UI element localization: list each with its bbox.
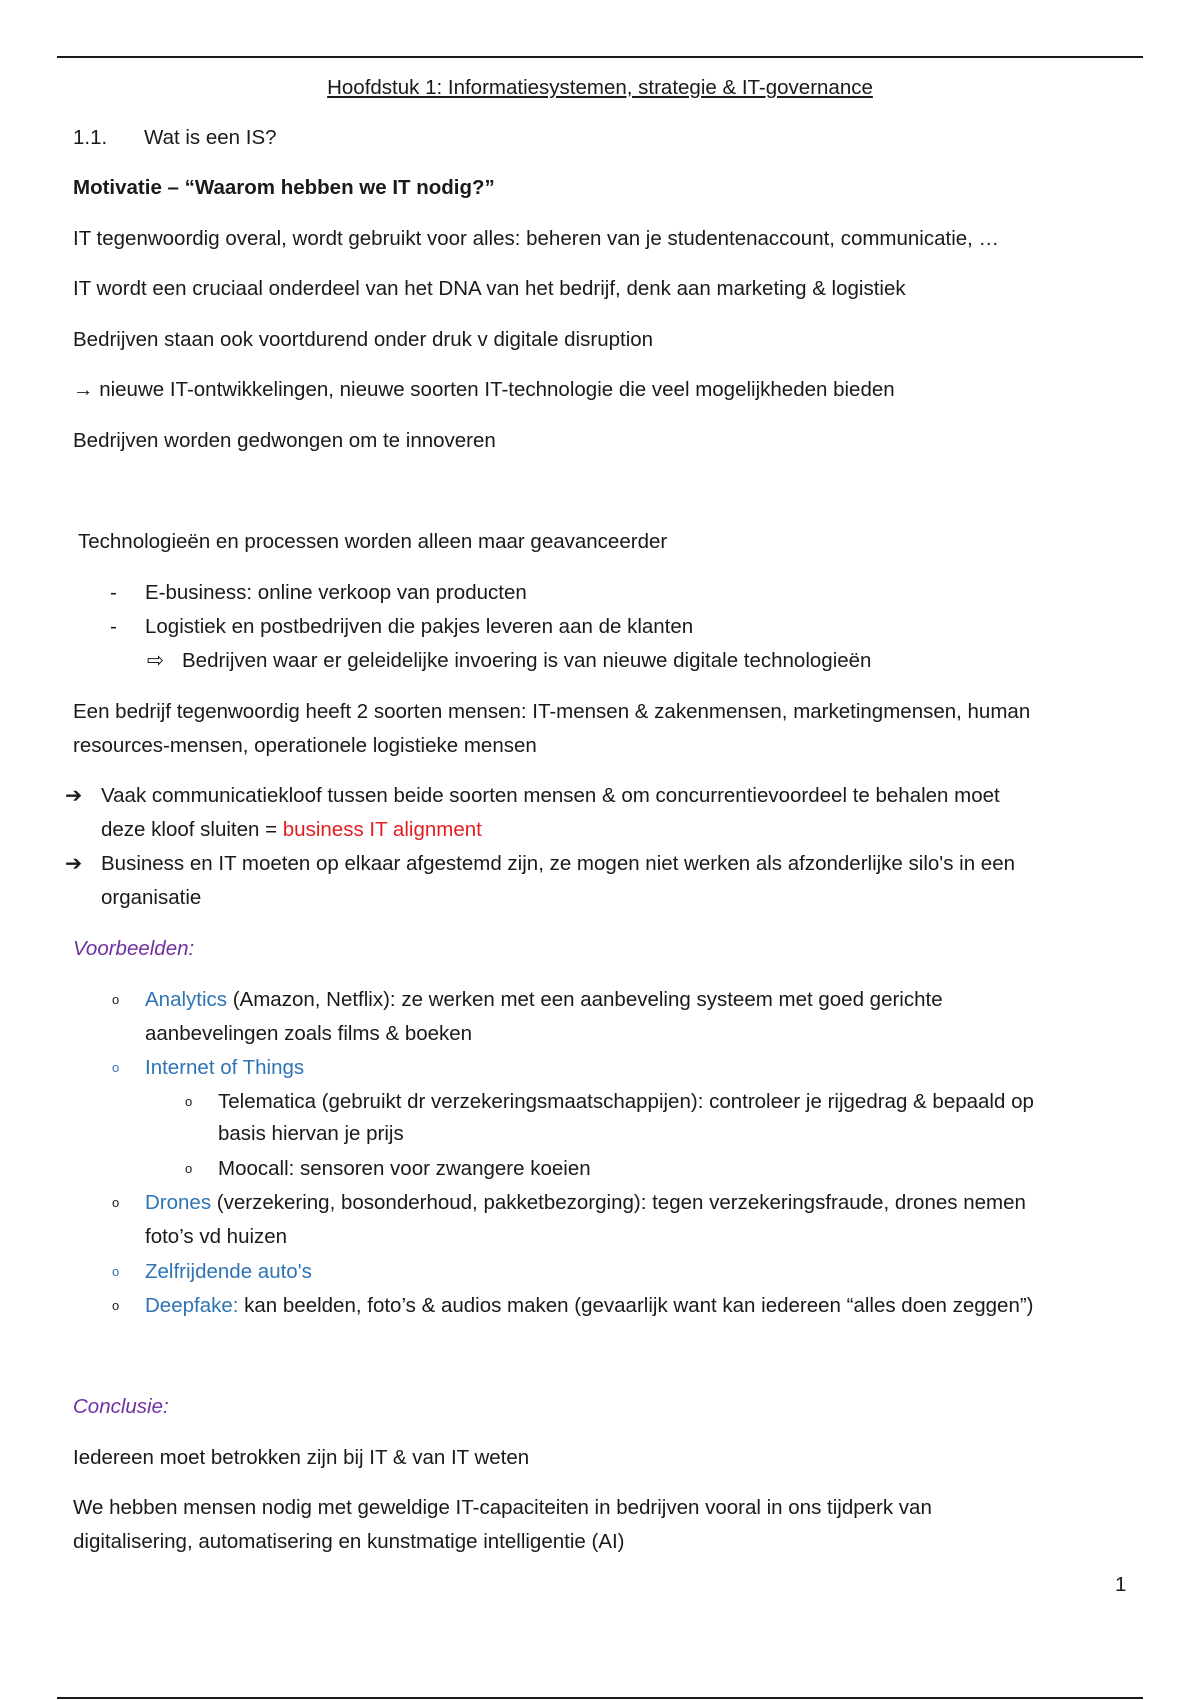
paragraph: Bedrijven worden gedwongen om te innoveren <box>73 429 496 452</box>
example-subitem: Telematica (gebruikt dr verzekeringsmaatschappijen): controleer je rijgedrag & bepaald op <box>218 1090 1034 1113</box>
paragraph: Iedereen moet betrokken zijn bij IT & van IT weten <box>73 1446 530 1469</box>
dash-bullet-icon: - <box>110 615 117 638</box>
example-item <box>145 1293 1034 1319</box>
examples-heading: Voorbeelden: <box>73 937 195 960</box>
page-number: 1 <box>1115 1573 1127 1596</box>
paragraph: Een bedrijf tegenwoordig heeft 2 soorten mensen: IT-mensen & zakenmensen, marketingmensen, human <box>73 700 1031 723</box>
list-subitem: Bedrijven waar er geleidelijke invoering is van nieuwe digitale technologieën <box>182 649 872 672</box>
circle-bullet-icon: o <box>112 1298 120 1313</box>
top-rule <box>57 56 1143 58</box>
arrow-item-text: deze kloof sluiten = <box>101 818 283 841</box>
bold-arrow-icon: ➔ <box>65 852 83 875</box>
example-term: Analytics <box>145 988 228 1011</box>
example-term: Deepfake: <box>145 1294 239 1317</box>
example-term: Internet of Things <box>145 1056 305 1079</box>
hollow-arrow-icon: ⇨ <box>147 649 165 672</box>
dash-bullet-icon: - <box>110 581 117 604</box>
circle-bullet-icon: o <box>112 1264 120 1279</box>
paragraph: Bedrijven staan ook voortdurend onder druk v digitale disruption <box>73 328 654 351</box>
arrow-line-text: nieuwe IT-ontwikkelingen, nieuwe soorten IT-technologie die veel mogelijkheden bieden <box>99 378 895 401</box>
example-subitem: basis hiervan je prijs <box>218 1122 404 1145</box>
example-text: (Amazon, Netflix): ze werken met een aanbeveling systeem met goed gerichte <box>227 988 943 1011</box>
circle-bullet-icon: o <box>112 992 120 1007</box>
motivation-heading: Motivatie – “Waarom hebben we IT nodig?” <box>73 176 495 199</box>
example-text: (verzekering, bosonderhoud, pakketbezorging): tegen verzekeringsfraude, drones nemen <box>211 1191 1026 1214</box>
example-subitem: Moocall: sensoren voor zwangere koeien <box>218 1157 591 1180</box>
circle-bullet-icon: o <box>112 1060 120 1075</box>
paragraph: We hebben mensen nodig met geweldige IT-capaciteiten in bedrijven vooral in ons tijdperk van <box>73 1496 932 1519</box>
conclusion-heading: Conclusie: <box>73 1395 169 1418</box>
example-text: foto’s vd huizen <box>145 1225 288 1248</box>
list-item: Logistiek en postbedrijven die pakjes leveren aan de klanten <box>145 615 694 638</box>
arrow-line <box>73 377 895 403</box>
arrow-item-line: Business en IT moeten op elkaar afgestemd zijn, ze mogen niet werken als afzonderlijke silo's in een <box>101 852 1016 875</box>
list-item: E-business: online verkoop van producten <box>145 581 527 604</box>
page-title: Hoofdstuk 1: Informatiesystemen, strategie & IT-governance <box>327 76 873 99</box>
example-text: kan beelden, foto’s & audios maken (gevaarlijk want kan iedereen “alles doen zeggen”) <box>238 1294 1034 1317</box>
section-number: 1.1. <box>73 126 108 149</box>
arrow-item-line: Vaak communicatiekloof tussen beide soorten mensen & om concurrentievoordeel te behalen moet <box>101 784 1000 807</box>
bold-arrow-icon: ➔ <box>65 784 83 807</box>
circle-bullet-icon: o <box>185 1094 193 1109</box>
example-text: aanbevelingen zoals films & boeken <box>145 1022 473 1045</box>
arrow-icon: → <box>73 378 94 401</box>
example-term: Zelfrijdende auto's <box>145 1260 312 1283</box>
business-it-alignment-term: business IT alignment <box>282 818 482 841</box>
paragraph: IT tegenwoordig overal, wordt gebruikt voor alles: beheren van je studentenaccount, communicatie, … <box>73 227 1000 250</box>
arrow-item-line: organisatie <box>101 886 202 909</box>
paragraph: resources-mensen, operationele logistieke mensen <box>73 734 537 757</box>
paragraph: IT wordt een cruciaal onderdeel van het DNA van het bedrijf, denk aan marketing & logistiek <box>73 277 906 300</box>
bottom-rule <box>57 1697 1143 1699</box>
tech-intro: Technologieën en processen worden alleen maar geavanceerder <box>78 530 668 553</box>
circle-bullet-icon: o <box>112 1195 120 1210</box>
paragraph: digitalisering, automatisering en kunstmatige intelligentie (AI) <box>73 1530 625 1553</box>
example-term: Drones <box>145 1191 212 1214</box>
example-item <box>145 1190 1026 1216</box>
circle-bullet-icon: o <box>185 1161 193 1176</box>
arrow-item-line <box>101 817 482 843</box>
example-item <box>145 987 943 1013</box>
section-title: Wat is een IS? <box>144 126 277 149</box>
